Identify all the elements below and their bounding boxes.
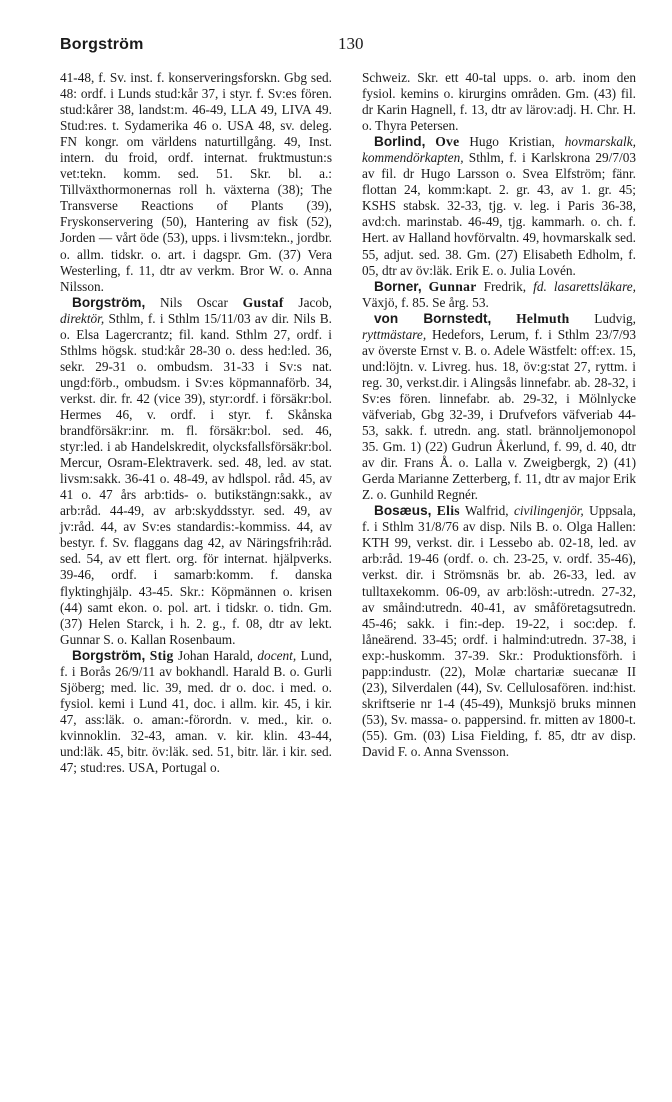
- entry-body: Sthlm, f. i Karlskrona 29/7/03 av fil. dr Hugo Larsson o. Svea Elfström; fänr. flottan 24, komm:kapt. 2. gr. 43, av 1. gr. 45; KSHS stabsk. 32-33, tjg. v. leg. i Paris 36-38, avd:ch. marinstab. 46-49, tjg. kammarh. o. ch. f. Hert. av Halland hovförvaltn. 49, hovmarskalk sed. 55, adjut. sed. 38. Gm. (27) Elisabeth Edholm, f. 05, dtr av öv:läk. Erik E. o. Julia Lovén.: [362, 150, 636, 278]
- running-head: Borgström: [60, 36, 144, 53]
- entry-given-names: Ludvig,: [594, 310, 637, 326]
- entry-continuation: [60, 70, 332, 295]
- entry-surname: Borgström,: [72, 647, 146, 663]
- entry-bornstedt-helmuth: [362, 311, 636, 504]
- entry-body: Lund, f. i Borås 26/9/11 av bokhandl. Harald B. o. Gurli Sjöberg; med. lic. 39, med. dr o. doc. i med. o. fysiol. kemi i Lund 41, doc. i allm. kir. 45, i kir. 47, ass:läk. o. aman:-förordn. v. med., kir. o. kvinnoklin. 32-43, aman. v. kir. klin. 43-44, und:läk. 45, bitr. öv:läk. sed. 51, bitr. lär. i kir. sed. 47; stud:res. USA, Portugal o.: [60, 647, 333, 776]
- entry-main-name: Stig: [149, 647, 174, 663]
- entry-main-name: Elis: [436, 503, 460, 519]
- entry-body: Hedefors, Lerum, f. i Sthlm 23/7/93 av överste Ernst v. B. o. Adele Wästfelt: off:ex. 15, und:löjtn. v. Livreg. hus. 18, öv:g:stat 27, ryttm. i reg. 30, verkst.dir. i Alingsås linnefabr. ab. 28-32, i Sv:es fören. linnefabr. ab. 29-32, i Mölnlycke väfveriab, Gbg 32-39, i Drufvefors väfveriab 44-53, sakk. f. utredn. ang. statl. brännoljemonopol 35. Gm. 1) (22) Gudrun Åkerlund, f. 99, d. 40, dtr av dir. Frans Å. o. Lalla v. Zweigbergk, 2) (41) Gerda Marianne Zetterberg, f. 11, dtr av major Erik Z. o. Gunhild Regnér.: [362, 326, 636, 503]
- entry-body: Sthlm, f. i Sthlm 15/11/03 av dir. Nils B. o. Elsa Lagercrantz; fil. kand. Sthlm 27, ordf. i Sthlms högsk. stud:kår 28-30 o. dess hed:led. 36, sekr. 29-31 o. ombudsm. 31-33 i Sv:s nat. ungd:förb., ombudsm. i Sv:es köpmannaförb. 34, verkst. dir. fr. 42 (vice 39), styr:ordf. i försäkr:bol. Hermes 46, v. ordf. i styr. f. Skånska brandförsäkr:inr. m. fl. försäkr:bol. sed. 46, styr:led. i ab Handelskredit, olycksfallsförsäkr:bol. Mercur, Osram-Elektraverk. sed. 48, led. av stat. livsm:sakk. 36-41 o. 48-49, av hdlspol. råd. 45, av 41 o. 47 års arb:tids- o. butikstängn:sakk., av arb:råd. 44-49, av arb:skyddsstyr. sed. 49, av jv:råd. 44, av Sv:es standardis:-kommiss. 44, av bestyr. f. Sv. flaggans dag 42, av Näringsfrih:råd. sed. 54, av ett flert. org. för internat. hjälpverks. 39-46, ordf. i samarb:komm. f. danska flyktinghjälp. 43-45. Skr.: Köpmännen o. krisen (44) samt ekon. o. pol. art. i tidskr. o. tidn. Gm. (37) Helen Starck, i h. 2. g., f. 08, dtr av lekt. Gunnar S. o. Kallan Rosenbaum.: [60, 310, 332, 647]
- entry-occupation: docent,: [257, 647, 297, 663]
- entry-given-names: Jacob,: [298, 294, 332, 310]
- entry-surname: Borgström,: [72, 294, 146, 310]
- right-column: [362, 70, 636, 760]
- entry-body: 41-48, f. Sv. inst. f. konserveringsforskn. Gbg sed. 48: ordf. i Lunds stud:kår 37, i styr. f. Sv:es fören. stud:kårer 38, landst:m. 46-49, LLA 49, LIVA 49. Stud:res. t. Sydamerika 46 o. USA 48, sv. deleg. FN kongr. om världens naturtillgång. 49, Inst. intern. du froid, ordf. internat. fruktmustun:s vet:tekn. komm. sed. 51. Skr. bl. a.: Tillväxthormonernas roll h. växterna (38); The Transverse Reactions of Plants (39), Fryskonservering (50), Hantering av fisk (52), Jorden — vårt öde (53), upps. i livsm:tekn., jordbr. o. allm. tidskr. o. art. i dagspr. Gm. (37) Vera Westerling, f. 11, dtr av verkm. Bror W. o. Anna Nilsson.: [60, 70, 332, 294]
- entry-given-names: Walfrid,: [465, 503, 509, 519]
- entry-surname: Bosæus,: [374, 503, 432, 519]
- page-number: 130: [338, 34, 364, 53]
- entry-main-name: Gustaf: [242, 294, 284, 310]
- entry-given-names: Fredrik,: [483, 278, 527, 294]
- entry-given-names: Nils Oscar: [159, 294, 228, 310]
- entry-occupation: civilingenjör,: [513, 503, 584, 519]
- entry-main-name: Ove: [435, 134, 460, 150]
- entry-borgstrom-gustaf: [60, 295, 332, 648]
- entry-surname: Borner,: [374, 278, 422, 294]
- entry-given-names: Hugo Kristian,: [469, 134, 555, 150]
- entry-occupation: direktör,: [60, 310, 105, 326]
- entry-body: Schweiz. Skr. ett 40-tal upps. o. arb. inom den fysiol. kemins o. kirurgins områden. Gm. (43) fil. dr Karin Hagnell, f. 13, dtr av lärov:adj. H. Chr. H. o. Thyra Petersen.: [362, 70, 636, 134]
- page-header: [60, 36, 635, 62]
- entry-main-name: Helmuth: [516, 310, 570, 326]
- entry-borner-gunnar: [362, 279, 636, 311]
- entry-body: Växjö, f. 85. Se årg. 53.: [362, 294, 489, 310]
- entry-body: Uppsala, f. i Sthlm 31/8/76 av disp. Nils B. o. Olga Hallen: KTH 99, verkst. dir. i Lessebo ab. 02-18, led. av arb:råd. 19-46 (ordf. o. ch. 23-25, v. ordf. 35-46), verkst. dir. i Strömsnäs br. ab. 26-33, led. av tulltaxekomm. 06-09, av arb:lösh:-utredn. 27-32, av småind:utredn. 40-41, av småföretagsutredn. 45-46; sakk. i fin:-dep. 19-22, i soc:dep. f. låneärend. 33-45; ordf. i halmind:utredn. 37-38, i exp:-huskomm. 37-39. Skr.: Produktionsförh. i papp:industr. (22), Molæ chartariæ suecanæ II (23), Silverdalen (44), Sv. Cellulosafören. ind:hist. skriftserie nr 1-4 (45-49), Munksjö bruks minnen (53), Sv. massa- o. pappersind. fr. mitten av 1800-t. (55). Gm. (03) Lisa Fielding, f. 85, dtr av disp. David F. o. Anna Svensson.: [362, 503, 636, 759]
- entry-occupation: fd. lasarettsläkare,: [533, 278, 636, 294]
- entry-continuation: [362, 70, 636, 134]
- entry-given-names: Johan Harald,: [178, 647, 253, 663]
- entry-borgstrom-stig: [60, 648, 332, 776]
- entry-bosaeus-elis: [362, 503, 636, 760]
- entry-occupation: hovmarskalk, kommendörkapten,: [362, 134, 636, 166]
- entry-borlind-ove: [362, 134, 636, 278]
- left-column: [60, 70, 332, 776]
- entry-surname: Borlind,: [374, 134, 426, 150]
- entry-main-name: Gunnar: [428, 278, 477, 294]
- entry-occupation: ryttmästare,: [362, 326, 427, 342]
- entry-surname: von Bornstedt,: [374, 310, 492, 326]
